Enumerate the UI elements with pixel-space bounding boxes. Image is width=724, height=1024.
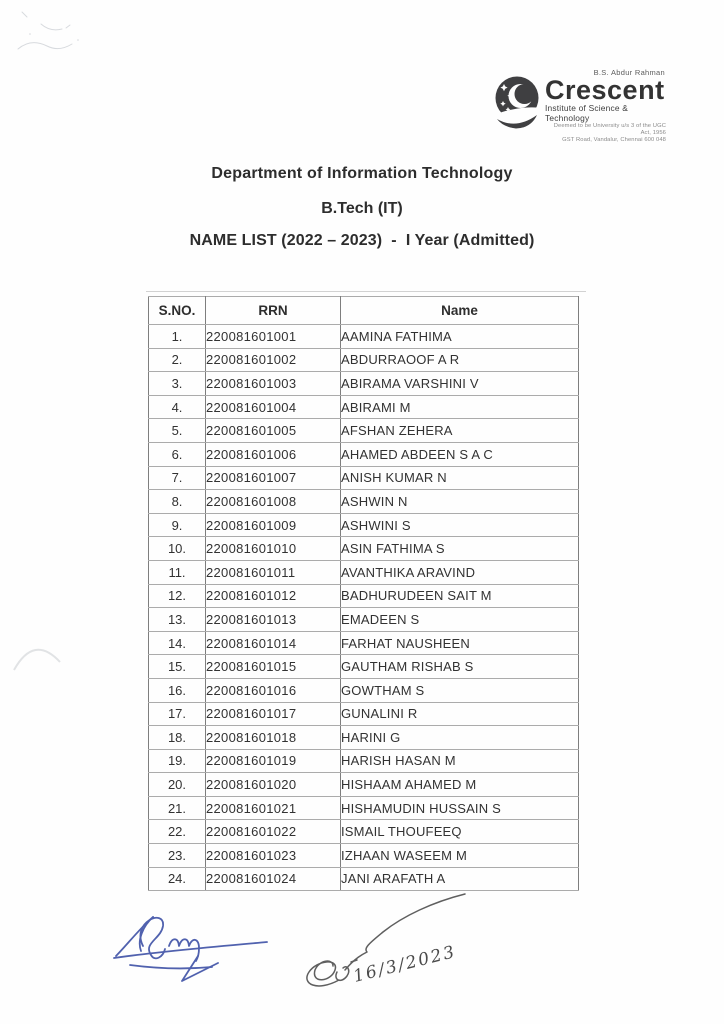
cell-name: ASHWINI S (341, 513, 579, 537)
cell-sno: 20. (149, 773, 206, 797)
table-row (149, 395, 579, 419)
cell-name: IZHAAN WASEEM M (341, 844, 579, 868)
signature-right-icon (293, 892, 483, 994)
cell-sno: 17. (149, 702, 206, 726)
cell-sno: 18. (149, 726, 206, 750)
cell-sno: 6. (149, 442, 206, 466)
cell-rrn: 220081601018 (206, 726, 341, 750)
table-row (149, 372, 579, 396)
cell-name: ASHWIN N (341, 490, 579, 514)
table-row (149, 537, 579, 561)
cell-rrn: 220081601012 (206, 584, 341, 608)
table-row (149, 325, 579, 349)
table-row (149, 419, 579, 443)
pencil-scribble-mark (8, 0, 108, 66)
cell-rrn: 220081601003 (206, 372, 341, 396)
cell-sno: 11. (149, 560, 206, 584)
table-row (149, 796, 579, 820)
cell-name: HARINI G (341, 726, 579, 750)
table-row (149, 726, 579, 750)
cell-sno: 22. (149, 820, 206, 844)
table-row (149, 348, 579, 372)
cell-rrn: 220081601007 (206, 466, 341, 490)
cell-sno: 12. (149, 584, 206, 608)
cell-rrn: 220081601022 (206, 820, 341, 844)
cell-rrn: 220081601019 (206, 749, 341, 773)
cell-rrn: 220081601008 (206, 490, 341, 514)
table-header-row (149, 297, 579, 325)
handwritten-date: 16/3/2023 (351, 942, 459, 987)
institution-logo (494, 68, 666, 142)
cell-rrn: 220081601002 (206, 348, 341, 372)
cell-sno: 9. (149, 513, 206, 537)
cell-name: ASIN FATHIMA S (341, 537, 579, 561)
table-row (149, 584, 579, 608)
cell-rrn: 220081601014 (206, 631, 341, 655)
stray-arc-mark (6, 626, 70, 678)
cell-name: HARISH HASAN M (341, 749, 579, 773)
cell-sno: 19. (149, 749, 206, 773)
cell-name: HISHAAM AHAMED M (341, 773, 579, 797)
column-header-rrn: RRN (206, 297, 341, 325)
cell-name: AHAMED ABDEEN S A C (341, 442, 579, 466)
table-row (149, 490, 579, 514)
cell-rrn: 220081601015 (206, 655, 341, 679)
cell-sno: 10. (149, 537, 206, 561)
name-list-table-container (148, 296, 578, 891)
table-row (149, 702, 579, 726)
cell-sno: 13. (149, 608, 206, 632)
cell-sno: 15. (149, 655, 206, 679)
cell-name: GAUTHAM RISHAB S (341, 655, 579, 679)
table-row (149, 844, 579, 868)
cell-name: AAMINA FATHIMA (341, 325, 579, 349)
cell-sno: 8. (149, 490, 206, 514)
table-row (149, 773, 579, 797)
column-header-name: Name (341, 297, 579, 325)
cell-rrn: 220081601006 (206, 442, 341, 466)
cell-name: AVANTHIKA ARAVIND (341, 560, 579, 584)
cell-sno: 2. (149, 348, 206, 372)
cell-name: ABIRAMI M (341, 395, 579, 419)
department-heading: Department of Information Technology (211, 165, 513, 182)
cell-name: EMADEEN S (341, 608, 579, 632)
cell-name: JANI ARAFATH A (341, 867, 579, 891)
cell-rrn: 220081601004 (206, 395, 341, 419)
cell-name: FARHAT NAUSHEEN (341, 631, 579, 655)
table-row (149, 631, 579, 655)
cell-rrn: 220081601023 (206, 844, 341, 868)
cell-sno: 14. (149, 631, 206, 655)
column-header-sno: S.NO. (149, 297, 206, 325)
cell-name: ANISH KUMAR N (341, 466, 579, 490)
institution-detail-line1: Deemed to be University u/s 3 of the UGC Act, 1956 (553, 123, 666, 136)
cell-sno: 23. (149, 844, 206, 868)
cell-rrn: 220081601011 (206, 560, 341, 584)
table-body (149, 325, 579, 891)
cell-sno: 24. (149, 867, 206, 891)
cell-name: HISHAMUDIN HUSSAIN S (341, 796, 579, 820)
cell-rrn: 220081601005 (206, 419, 341, 443)
cell-rrn: 220081601010 (206, 537, 341, 561)
cell-sno: 7. (149, 466, 206, 490)
institution-name: Crescent (545, 75, 665, 105)
table-row (149, 867, 579, 891)
cell-rrn: 220081601001 (206, 325, 341, 349)
cell-sno: 1. (149, 325, 206, 349)
table-row (149, 820, 579, 844)
table-row (149, 442, 579, 466)
signature-left-icon (112, 906, 302, 990)
name-list-table (148, 296, 579, 891)
crescent-emblem-icon (494, 76, 542, 132)
cell-name: BADHURUDEEN SAIT M (341, 584, 579, 608)
cell-rrn: 220081601020 (206, 773, 341, 797)
cell-name: ABDURRAOOF A R (341, 348, 579, 372)
list-title-heading: NAME LIST (2022 – 2023) - I Year (Admitted) (189, 232, 535, 249)
table-row (149, 608, 579, 632)
cell-name: AFSHAN ZEHERA (341, 419, 579, 443)
cell-sno: 4. (149, 395, 206, 419)
institution-detail-line2: GST Road, Vandalur, Chennai 600 048 (562, 137, 666, 143)
table-row (149, 655, 579, 679)
cell-name: GUNALINI R (341, 702, 579, 726)
cell-sno: 5. (149, 419, 206, 443)
table-row (149, 513, 579, 537)
institution-pre-title: B.S. Abdur Rahman (593, 68, 665, 77)
cell-rrn: 220081601013 (206, 608, 341, 632)
cell-name: GOWTHAM S (341, 678, 579, 702)
cell-name: ABIRAMA VARSHINI V (341, 372, 579, 396)
cell-sno: 16. (149, 678, 206, 702)
table-row (149, 678, 579, 702)
table-row (149, 749, 579, 773)
cell-sno: 3. (149, 372, 206, 396)
cell-name: ISMAIL THOUFEEQ (341, 820, 579, 844)
cell-rrn: 220081601016 (206, 678, 341, 702)
institution-subtitle: Institute of Science & Technology (545, 103, 629, 123)
cell-sno: 21. (149, 796, 206, 820)
table-row (149, 560, 579, 584)
institution-logo-text (545, 68, 666, 144)
cell-rrn: 220081601024 (206, 867, 341, 891)
cell-rrn: 220081601021 (206, 796, 341, 820)
table-row (149, 466, 579, 490)
cell-rrn: 220081601009 (206, 513, 341, 537)
cell-rrn: 220081601017 (206, 702, 341, 726)
program-heading: B.Tech (IT) (321, 200, 403, 217)
